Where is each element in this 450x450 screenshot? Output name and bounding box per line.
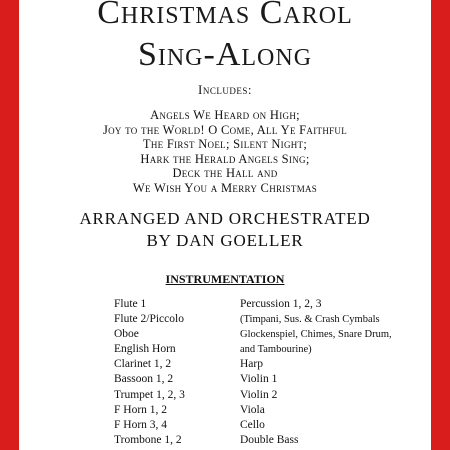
- song-list: [19, 108, 431, 196]
- instrument-item: Cello: [240, 418, 265, 431]
- instrument-item: F Horn 1, 2: [114, 403, 168, 416]
- instrument-item: Viola: [240, 403, 265, 416]
- arranger-line-1: ARRANGED AND ORCHESTRATED: [79, 209, 371, 228]
- instrument-note: and Tambourine): [240, 344, 312, 356]
- title-line-2: Sing-Along: [137, 36, 313, 73]
- song-line: Deck the Hall and: [172, 166, 278, 181]
- instrument-item: Flute 1: [114, 298, 147, 310]
- instrument-item: English Horn: [114, 343, 176, 356]
- arranger-credit: [19, 208, 431, 252]
- instrument-note: (Timpani, Sus. & Crash Cymbals: [240, 314, 380, 326]
- song-line: Hark the Herald Angels Sing;: [140, 151, 310, 166]
- instrument-item: Violin 1: [240, 373, 278, 386]
- song-line: The First Noel; Silent Night;: [142, 137, 308, 152]
- instrument-note: Glockenspiel, Chimes, Snare Drum,: [240, 329, 392, 341]
- song-line: We Wish You a Merry Christmas: [132, 180, 318, 195]
- title-line-1: Christmas Carol: [97, 0, 353, 31]
- instrument-item: Clarinet 1, 2: [114, 358, 172, 371]
- instrumentation-heading-text: INSTRUMENTATION: [165, 272, 285, 286]
- instrument-item: Oboe: [114, 328, 139, 341]
- instrument-item: Trombone 1, 2: [114, 433, 182, 446]
- instrument-item: Violin 2: [240, 388, 278, 401]
- instrument-item: Flute 2/Piccolo: [114, 313, 184, 326]
- score-cover-page: [19, 0, 431, 450]
- includes-label: Includes:: [198, 82, 252, 97]
- instrument-item: Bassoon 1, 2: [114, 373, 174, 386]
- instrument-item: F Horn 3, 4: [114, 418, 168, 431]
- instrument-item: Harp: [240, 358, 263, 371]
- instrumentation-heading: [19, 272, 431, 287]
- instruments-right-column: [240, 297, 392, 448]
- instruments-left-column: [114, 297, 185, 448]
- arranger-line-2: BY DAN GOELLER: [146, 231, 304, 250]
- instrument-item: Trumpet 1, 2, 3: [114, 388, 185, 401]
- instrument-item: Double Bass: [240, 433, 299, 446]
- instrument-item: Percussion 1, 2, 3: [240, 298, 322, 310]
- song-line: Joy to the World! O Come, All Ye Faithful: [102, 122, 348, 137]
- song-line: Angels We Heard on High;: [150, 108, 300, 122]
